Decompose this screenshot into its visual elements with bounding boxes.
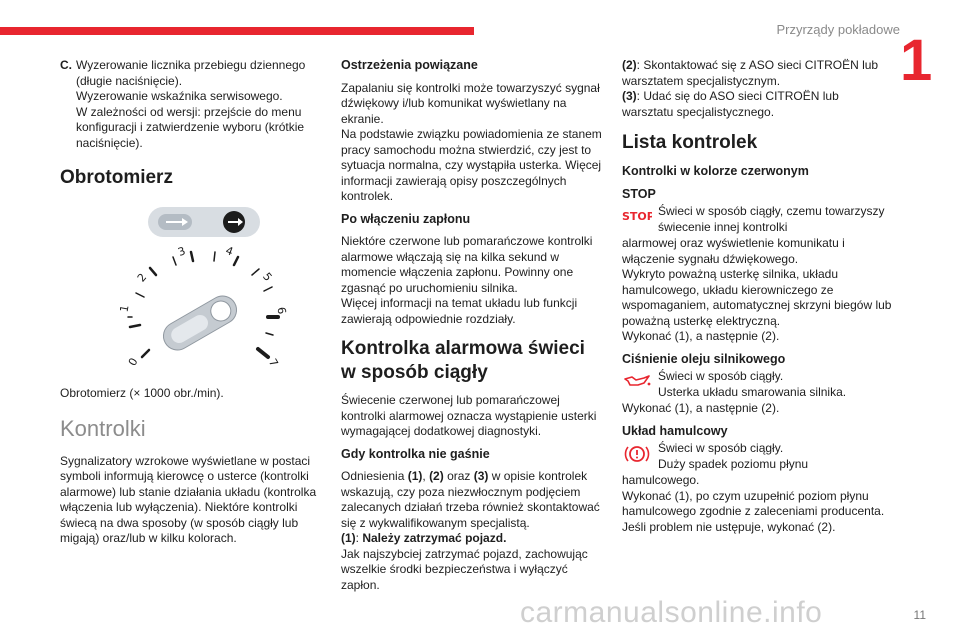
list-item-text <box>76 58 322 151</box>
tick-label-4: 4 <box>223 243 235 259</box>
heading-niegasnie: Gdy kontrolka nie gaśnie <box>341 446 490 461</box>
ref: (2) <box>429 469 444 483</box>
ref: (3) <box>473 469 489 483</box>
heading-alarm <box>341 337 603 385</box>
text: alarmowej oraz wyświetlenie komunikatu i włączenie sygnału dźwiękowego. <box>622 236 845 266</box>
line: W zależności od wersji: przejście do menu konfiguracji i zatwierdzenie wyboru (krótkie naciśnięcie). <box>76 104 305 150</box>
heading-zaplon: Po włączeniu zapłonu <box>341 211 471 226</box>
stop-icon <box>622 206 652 228</box>
text: Więcej informacji na temat układu lub funkcji zawierają odpowiednie rozdziały. <box>341 296 578 326</box>
text: oraz <box>443 469 474 483</box>
line: Wyzerowanie licznika przebiegu dziennego (długie naciśnięcie). <box>76 58 306 88</box>
tick-label-5: 5 <box>260 270 275 284</box>
paragraph <box>341 234 603 327</box>
ref: (2) <box>622 58 637 72</box>
text: , <box>422 469 430 483</box>
list-item-c <box>60 58 322 151</box>
text: Jak najszybciej zatrzymać pojazd, zachowując wszelkie środki bezpieczeństwa i wyłączyć zapłon. <box>341 546 588 592</box>
paragraph-step2 <box>622 58 892 120</box>
text: Odniesienia <box>341 469 408 483</box>
text: : <box>355 531 363 545</box>
text: Niektóre czerwone lub pomarańczowe kontrolki alarmowe włączają się na kilka sekund w momencie włączenia zapłonu. Powinny one zgasnąć po uruchomieniu silnika. <box>341 234 593 295</box>
tick-label-2: 2 <box>134 270 150 285</box>
tachometer-illustration <box>118 205 298 380</box>
heading-red: Kontrolki w kolorze czerwonym <box>622 164 809 178</box>
brake-entry <box>622 441 892 473</box>
heading-stop: STOP <box>622 186 656 201</box>
text: Wykonać (1), po czym uzupełnić poziom płynu hamulcowego zgodnie z zaleceniami producenta. Jeśli problem nie ustępuje, wykonać (2). <box>622 488 885 534</box>
list-marker: C. <box>60 58 72 72</box>
ref: (1) <box>407 469 423 483</box>
gauge-hub <box>158 291 241 355</box>
heading-obrotomierz: Obrotomierz <box>60 167 173 188</box>
text: : Skontaktować się z ASO sieci CITROËN lub warsztatem specjalistycznym. <box>622 58 879 88</box>
tick-label-6: 6 <box>274 306 289 316</box>
watermark: carmanualsonline.info <box>520 596 823 629</box>
column-right <box>622 58 892 542</box>
control-pod-icon <box>148 207 260 237</box>
line: Wyzerowanie wskaźnika serwisowego. <box>76 89 283 103</box>
text: Świeci w sposób ciągły. <box>658 369 784 383</box>
ref: (3) <box>622 89 637 103</box>
text: Wykryto poważną usterkę silnika, układu hamulcowego, układu kierowniczego ze wspomaganiem, automatycznej skrzyni biegów lub poważną usterkę elektryczną. <box>622 267 892 328</box>
heading-brake: Układ hamulcowy <box>622 423 728 438</box>
text: Zapalaniu się kontrolki może towarzyszyć sygnał dźwiękowy i/lub komunikat wyświetlany na ekranie. <box>341 80 600 126</box>
text: : Udać się do ASO sieci CITROËN lub warsztatu specjalistycznego. <box>622 89 839 119</box>
tick-label-3: 3 <box>176 244 188 259</box>
heading-kontrolki: Kontrolki <box>60 415 146 441</box>
tick-label-7: 7 <box>265 356 281 370</box>
column-middle <box>341 58 603 600</box>
text: hamulcowego. <box>622 473 700 487</box>
heading-oil: Ciśnienie oleju silnikowego <box>622 351 786 366</box>
paragraph <box>622 236 892 345</box>
page-number: 11 <box>913 608 926 622</box>
text: Na podstawie związku powiadomienia ze stanem pracy samochodu można stwierdzić, czy jest to sytuacja normalna, czy wystąpiła usterka. Więcej informacji zawierają opisy poszczególnych kontrolek. <box>341 127 602 203</box>
text: Świeci w sposób ciągły, czemu towarzyszy świecenie innej kontrolki <box>658 204 885 234</box>
tick-label-1: 1 <box>118 304 132 314</box>
heading-ostrzezenia: Ostrzeżenia powiązane <box>341 58 478 72</box>
section-title: Przyrządy pokładowe <box>776 22 900 37</box>
text: w opisie kontrolek wskazują, czy poza niezwłocznym podjęciem zalecanych działań trzeba również skontaktować się z wykwalifikowanym specjalistą. <box>341 469 600 530</box>
kontrolki-paragraph: Sygnalizatory wzrokowe wyświetlane w postaci symboli informują kierowcę o usterce (kontrolki alarmowe) lub stanie działania układu (kontrolka włączenia lub wyłączenia). Niektóre kontrolki świecą na dwa sposoby (w sposób ciągły lub migają) oraz/lub w kilku kolorach. <box>60 453 317 545</box>
gauge-caption: Obrotomierz (× 1000 obr./min). <box>60 386 224 400</box>
heading-lista: Lista kontrolek <box>622 132 758 153</box>
text: Wykonać (1), a następnie (2). <box>622 329 780 343</box>
tick-label-0: 0 <box>125 355 141 369</box>
text: Duży spadek poziomu płynu <box>658 456 809 471</box>
paragraph-references <box>341 469 603 593</box>
emphasis: Należy zatrzymać pojazd. <box>362 531 507 545</box>
chapter-number: 1 <box>900 28 933 93</box>
stop-entry <box>622 204 892 236</box>
svg-text:STOP: STOP <box>622 210 652 223</box>
header-accent-bar <box>0 27 474 35</box>
paragraph: Wykonać (1), a następnie (2). <box>622 401 780 415</box>
oil-entry <box>622 369 892 401</box>
brake-warning-icon <box>622 443 652 465</box>
oil-can-icon <box>622 371 652 393</box>
heading-line: w sposób ciągły <box>341 362 488 383</box>
column-left <box>60 58 322 554</box>
heading-line: Kontrolka alarmowa świeci <box>341 338 585 359</box>
paragraph: Świecenie czerwonej lub pomarańczowej kontrolki alarmowej oznacza wystąpienie usterki wymagającej dodatkowej diagnostyki. <box>341 393 597 438</box>
text: Usterka układu smarowania silnika. <box>658 384 847 399</box>
gauge-ticks <box>128 252 278 357</box>
paragraph <box>341 81 603 205</box>
paragraph <box>622 473 892 535</box>
text: Świeci w sposób ciągły. <box>658 441 784 455</box>
ref: (1) <box>341 531 356 545</box>
